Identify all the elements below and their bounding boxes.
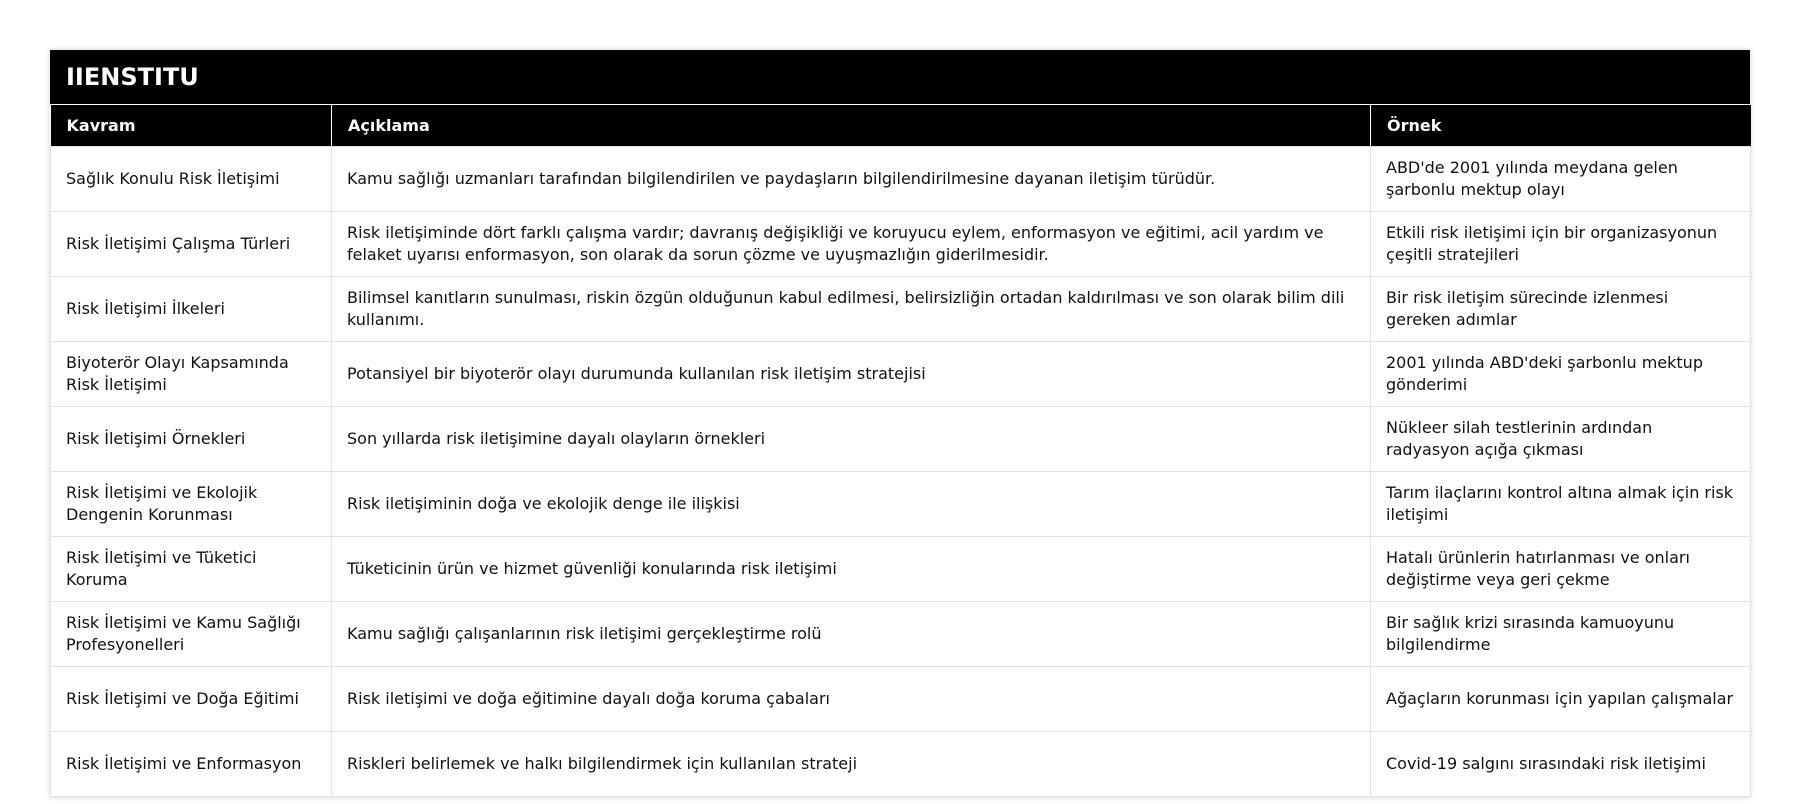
cell-kavram: Risk İletişimi ve Doğa Eğitimi <box>51 667 332 732</box>
concept-table <box>50 104 1751 797</box>
cell-aciklama: Risk iletişiminde dört farklı çalışma vardır; davranış değişikliği ve koruyucu eylem, enformasyon ve eğitimi, acil yardım ve felaket uyarısı enformasyon, son olarak da sorun çözme ve uyuşmazlığın giderilmesidir. <box>332 212 1371 277</box>
cell-kavram: Sağlık Konulu Risk İletişimi <box>51 147 332 212</box>
cell-kavram: Risk İletişimi ve Ekolojik Dengenin Korunması <box>51 472 332 537</box>
info-table-card <box>50 50 1750 797</box>
table-row <box>51 407 1751 472</box>
cell-ornek: Ağaçların korunması için yapılan çalışmalar <box>1371 667 1751 732</box>
table-row <box>51 602 1751 667</box>
cell-aciklama: Potansiyel bir biyoterör olayı durumunda kullanılan risk iletişim stratejisi <box>332 342 1371 407</box>
column-header-kavram: Kavram <box>51 105 332 147</box>
cell-ornek: Covid-19 salgını sırasındaki risk iletişimi <box>1371 732 1751 797</box>
cell-aciklama: Risk iletişimi ve doğa eğitimine dayalı doğa koruma çabaları <box>332 667 1371 732</box>
table-title: IIENSTITU <box>50 50 1750 104</box>
cell-kavram: Risk İletişimi ve Tüketici Koruma <box>51 537 332 602</box>
cell-ornek: Bir sağlık krizi sırasında kamuoyunu bilgilendirme <box>1371 602 1751 667</box>
cell-ornek: ABD'de 2001 yılında meydana gelen şarbonlu mektup olayı <box>1371 147 1751 212</box>
table-header-row <box>51 105 1751 147</box>
table-row <box>51 537 1751 602</box>
cell-aciklama: Kamu sağlığı çalışanlarının risk iletişimi gerçekleştirme rolü <box>332 602 1371 667</box>
cell-aciklama: Risk iletişiminin doğa ve ekolojik denge ile ilişkisi <box>332 472 1371 537</box>
cell-kavram: Risk İletişimi ve Enformasyon <box>51 732 332 797</box>
cell-ornek: Etkili risk iletişimi için bir organizasyonun çeşitli stratejileri <box>1371 212 1751 277</box>
table-row <box>51 147 1751 212</box>
table-row <box>51 732 1751 797</box>
cell-kavram: Risk İletişimi ve Kamu Sağlığı Profesyonelleri <box>51 602 332 667</box>
cell-ornek: Nükleer silah testlerinin ardından radyasyon açığa çıkması <box>1371 407 1751 472</box>
column-header-aciklama: Açıklama <box>332 105 1371 147</box>
table-row <box>51 212 1751 277</box>
cell-ornek: Hatalı ürünlerin hatırlanması ve onları değiştirme veya geri çekme <box>1371 537 1751 602</box>
cell-kavram: Risk İletişimi Çalışma Türleri <box>51 212 332 277</box>
cell-aciklama: Riskleri belirlemek ve halkı bilgilendirmek için kullanılan strateji <box>332 732 1371 797</box>
cell-kavram: Biyoterör Olayı Kapsamında Risk İletişimi <box>51 342 332 407</box>
cell-aciklama: Kamu sağlığı uzmanları tarafından bilgilendirilen ve paydaşların bilgilendirilmesine dayanan iletişim türüdür. <box>332 147 1371 212</box>
table-row <box>51 277 1751 342</box>
cell-ornek: 2001 yılında ABD'deki şarbonlu mektup gönderimi <box>1371 342 1751 407</box>
column-header-ornek: Örnek <box>1371 105 1751 147</box>
cell-aciklama: Son yıllarda risk iletişimine dayalı olayların örnekleri <box>332 407 1371 472</box>
cell-ornek: Bir risk iletişim sürecinde izlenmesi gereken adımlar <box>1371 277 1751 342</box>
table-row <box>51 472 1751 537</box>
cell-aciklama: Tüketicinin ürün ve hizmet güvenliği konularında risk iletişimi <box>332 537 1371 602</box>
cell-ornek: Tarım ilaçlarını kontrol altına almak için risk iletişimi <box>1371 472 1751 537</box>
cell-aciklama: Bilimsel kanıtların sunulması, riskin özgün olduğunun kabul edilmesi, belirsizliğin ortadan kaldırılması ve son olarak bilim dili kullanımı. <box>332 277 1371 342</box>
table-row <box>51 667 1751 732</box>
cell-kavram: Risk İletişimi Örnekleri <box>51 407 332 472</box>
table-row <box>51 342 1751 407</box>
cell-kavram: Risk İletişimi İlkeleri <box>51 277 332 342</box>
